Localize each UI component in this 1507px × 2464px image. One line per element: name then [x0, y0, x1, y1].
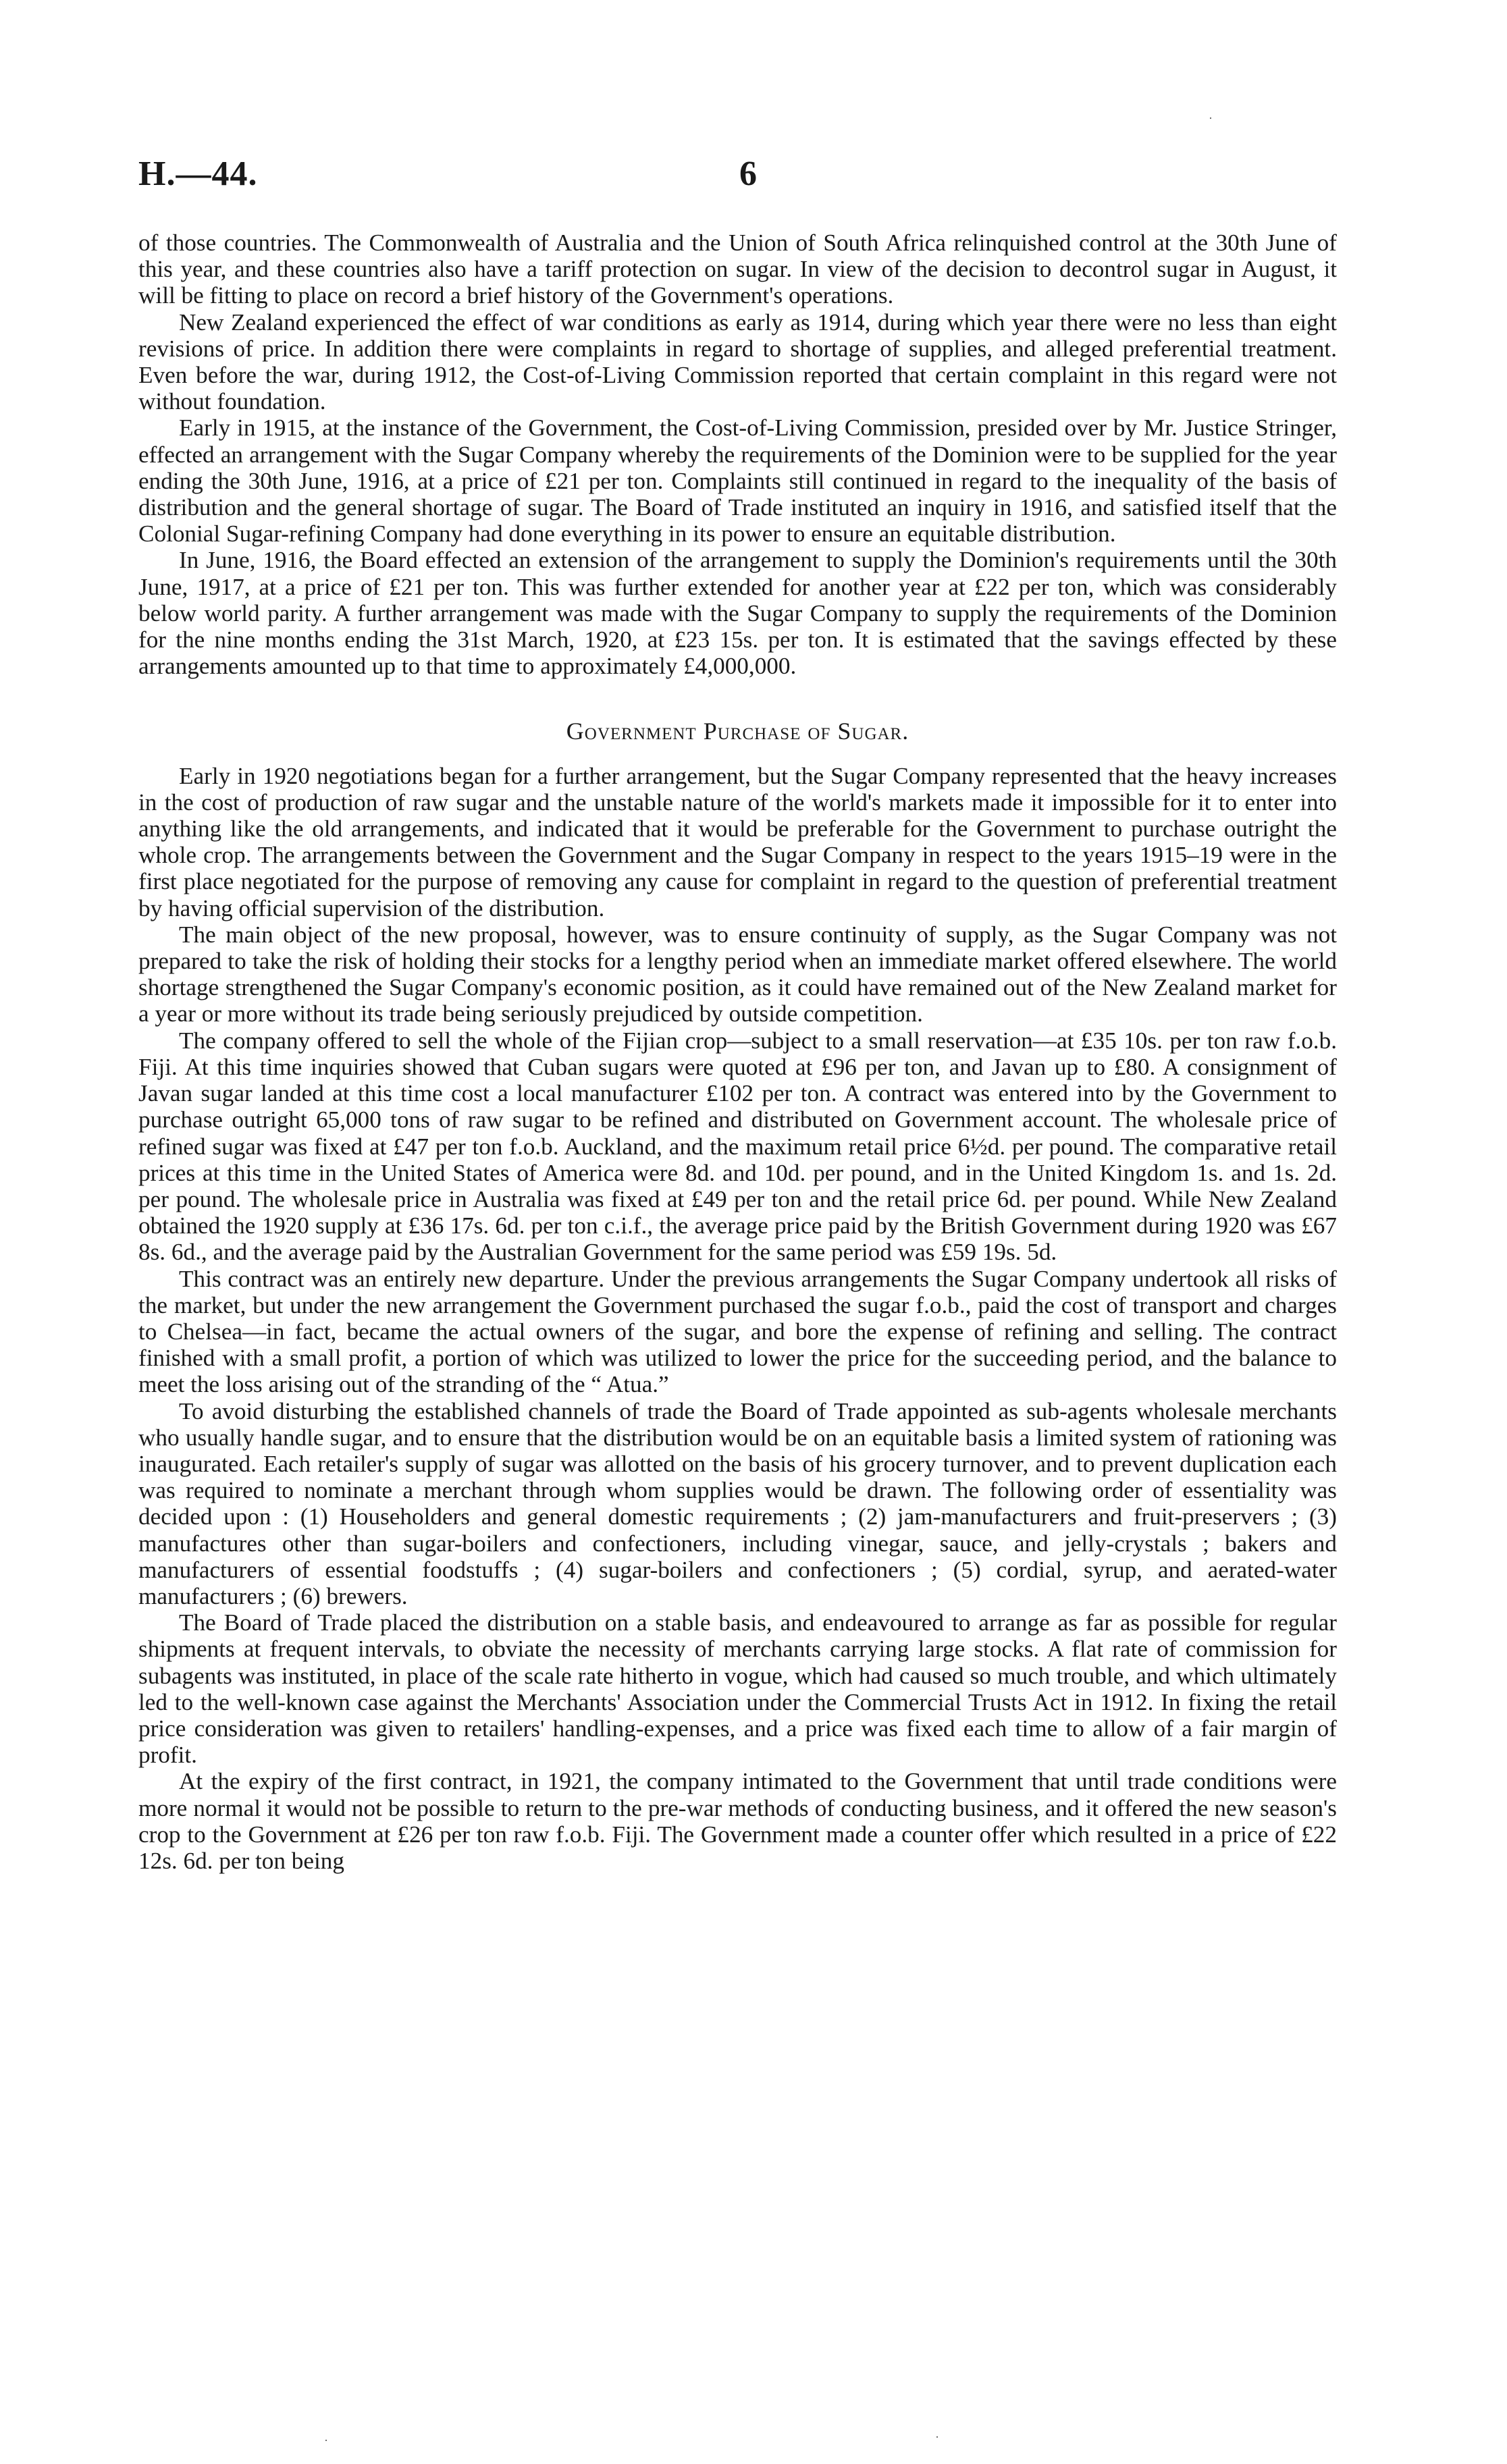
paragraph: The Board of Trade placed the distribution on a stable basis, and endeavoured to arrange as far as possible for regular shipments at frequent intervals, to obviate the necessity of merchants carrying large stocks. A flat rate of commission for subagents was instituted, in place of the scale rate hitherto in vogue, which had caused so much trouble, and which ultimately led to the well-known case against the Merchants' Association under the Commercial Trusts Act in 1912. In fixing the retail price consideration was given to retailers' handling-expenses, and a price was fixed each time to allow of a fair margin of profit.: [138, 1609, 1337, 1769]
document-reference: H.—44.: [138, 155, 258, 193]
page-number: 6: [739, 155, 757, 193]
page-header: [138, 154, 1327, 201]
scan-speck: ·: [324, 2434, 328, 2447]
paragraph: This contract was an entirely new departure. Under the previous arrangements the Sugar Company undertook all risks of the market, but under the new arrangement the Government purchased the sugar f.o.b., paid the cost of transport and charges to Chelsea—in fact, became the actual owners of the sugar, and bore the expense of refining and selling. The contract finished with a small profit, a portion of which was utilized to lower the price for the succeeding period, and the balance to meet the loss arising out of the stranding of the “ Atua.”: [138, 1265, 1337, 1398]
paragraph: Early in 1915, at the instance of the Government, the Cost-of-Living Commission, presided over by Mr. Justice Stringer, effected an arrangement with the Sugar Company whereby the requirements of the Dominion were to be supplied for the year ending the 30th June, 1916, at a price of £21 per ton. Complaints still continued in regard to the inequality of the basis of distribution and the general shortage of sugar. The Board of Trade instituted an inquiry in 1916, and satisfied itself that the Colonial Sugar-refining Company had done everything in its power to ensure an equitable distribution.: [138, 414, 1337, 547]
scan-speck: ·: [935, 2430, 939, 2444]
paragraph: The company offered to sell the whole of the Fijian crop—subject to a small reservation—at £35 10s. per ton raw f.o.b. Fiji. At this time inquiries showed that Cuban sugars were quoted at £96 per ton, and Javan up to £80. A consignment of Javan sugar landed at this time cost a local manufacturer £102 per ton. A contract was entered into by the Government to purchase outright 65,000 tons of raw sugar to be refined and distributed on Government account. The wholesale price of refined sugar was fixed at £47 per ton f.o.b. Auckland, and the maximum retail price 6½d. per pound. The comparative retail prices at this time in the United States of America were 8d. and 10d. per pound, and in the United Kingdom 1s. and 1s. 2d. per pound. The wholesale price in Australia was fixed at £49 per ton and the retail price 6d. per pound. While New Zealand obtained the 1920 supply at £36 17s. 6d. per ton c.i.f., the average price paid by the British Government during 1920 was £67 8s. 6d., and the average paid by the Australian Government for the same period was £59 19s. 5d.: [138, 1027, 1337, 1266]
paragraph: At the expiry of the first contract, in 1921, the company intimated to the Government that until trade conditions were more normal it would not be possible to return to the pre-war methods of conducting business, and it offered the new season's crop to the Government at £26 per ton raw f.o.b. Fiji. The Government made a counter offer which resulted in a price of £22 12s. 6d. per ton being: [138, 1768, 1337, 1874]
paragraph: In June, 1916, the Board effected an extension of the arrangement to supply the Dominion's requirements until the 30th June, 1917, at a price of £21 per ton. This was further extended for another year at £22 per ton, which was considerably below world parity. A further arrangement was made with the Sugar Company to supply the requirements of the Dominion for the nine months ending the 31st March, 1920, at £23 15s. per ton. It is estimated that the savings effected by these arrangements amounted up to that time to approximately £4,000,000.: [138, 547, 1337, 680]
paragraph: New Zealand experienced the effect of war conditions as early as 1914, during which year there were no less than eight revisions of price. In addition there were complaints in regard to shortage of supplies, and alleged preferential treatment. Even before the war, during 1912, the Cost-of-Living Commission reported that certain complaint in this regard were not without foundation.: [138, 309, 1337, 415]
paragraph: To avoid disturbing the established channels of trade the Board of Trade appointed as sub-agents wholesale merchants who usually handle sugar, and to ensure that the distribution would be on an equitable basis a limited system of rationing was inaugurated. Each retailer's supply of sugar was allotted on the basis of his grocery turnover, and to prevent duplication each was required to nominate a merchant through whom supplies would be drawn. The following order of essentiality was decided upon : (1) Householders and general domestic requirements ; (2) jam-manufacturers and fruit-preservers ; (3) manufactures other than sugar-boilers and confectioners, including vinegar, sauce, and jelly-crystals ; bakers and manufacturers of essential foodstuffs ; (4) sugar-boilers and confectioners ; (5) cordial, syrup, and aerated-water manufacturers ; (6) brewers.: [138, 1397, 1337, 1609]
document-body: [138, 230, 1337, 1874]
paragraph: of those countries. The Commonwealth of Australia and the Union of South Africa relinquished control at the 30th June of this year, and these countries also have a tariff protection on sugar. In view of the decision to decontrol sugar in August, it will be fitting to place on record a brief history of the Government's operations.: [138, 230, 1337, 309]
scan-speck: ·: [1209, 111, 1213, 125]
paragraph: The main object of the new proposal, however, was to ensure continuity of supply, as the Sugar Company was not prepared to take the risk of holding their stocks for a lengthy period when an immediate market offered elsewhere. The world shortage strengthened the Sugar Company's economic position, as it could have remained out of the New Zealand market for a year or more without its trade being seriously prejudiced by outside competition.: [138, 921, 1337, 1027]
section-heading: Government Purchase of Sugar.: [566, 718, 909, 745]
paragraph: Early in 1920 negotiations began for a further arrangement, but the Sugar Company represented that the heavy increases in the cost of production of raw sugar and the unstable nature of the world's markets made it impossible for it to enter into anything like the old arrangements, and indicated that it would be preferable for the Government to purchase outright the whole crop. The arrangements between the Government and the Sugar Company in respect to the years 1915–19 were in the first place negotiated for the purpose of removing any cause for complaint in regard to the question of preferential treatment by having official supervision of the distribution.: [138, 762, 1337, 921]
